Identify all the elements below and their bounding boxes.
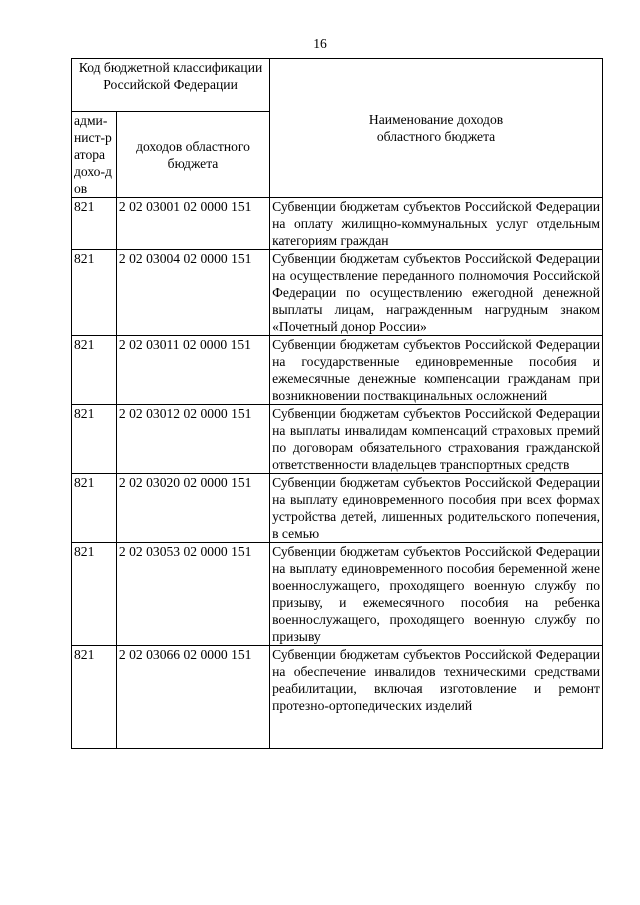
admin-code-cell: 821 [72, 250, 117, 336]
income-name-cell: Субвенции бюджетам субъектов Российской Федерации на оплату жилищно-коммунальных услуг отдельным категориям граждан [270, 198, 603, 250]
budget-code-cell: 2 02 03004 02 0000 151 [116, 250, 269, 336]
name-column-header [270, 59, 603, 198]
income-name-cell: Субвенции бюджетам субъектов Российской Федерации на осуществление переданного полномочия Российской Федерации по осуществлению ежегодной денежной выплаты лицам, награжденным нагрудным знаком «Почетный донор России» [270, 250, 603, 336]
admin-code-cell: 821 [72, 543, 117, 646]
income-name-cell: Субвенции бюджетам субъектов Российской Федерации на выплату единовременного пособия беременной жене военнослужащего, проходящего военную службу по призыву, и ежемесячного пособия на ребенка военнослужащего, проходящего военную службу по призыву [270, 543, 603, 646]
table-row [72, 198, 603, 250]
income-name-cell: Субвенции бюджетам субъектов Российской Федерации на обеспечение инвалидов техническими средствами реабилитации, включая изготовление и ремонт протезно-ортопедических изделий [270, 646, 603, 749]
page-number: 16 [313, 36, 327, 51]
budget-code-cell: 2 02 03011 02 0000 151 [116, 336, 269, 405]
income-column-header [116, 112, 269, 198]
table-header-row [72, 59, 603, 112]
admin-code-cell: 821 [72, 405, 117, 474]
income-name-cell: Субвенции бюджетам субъектов Российской Федерации на выплаты инвалидам компенсаций страховых премий по договорам обязательного страхования гражданской ответственности владельцев транспортных средств [270, 405, 603, 474]
income-name-cell: Субвенции бюджетам субъектов Российской Федерации на выплату единовременного пособия при всех формах устройства детей, лишенных родительского попечения, в семью [270, 474, 603, 543]
table-row [72, 646, 603, 749]
budget-code-cell: 2 02 03020 02 0000 151 [116, 474, 269, 543]
income-column-header-text: доходов областного бюджета [136, 138, 250, 171]
admin-code-cell: 821 [72, 474, 117, 543]
administrator-column-header: адми-нист-ратора дохо-дов [72, 112, 117, 198]
table-row [72, 474, 603, 543]
admin-code-cell: 821 [72, 336, 117, 405]
table-row [72, 543, 603, 646]
budget-code-cell: 2 02 03066 02 0000 151 [116, 646, 269, 749]
budget-code-cell: 2 02 03001 02 0000 151 [116, 198, 269, 250]
table-row [72, 250, 603, 336]
budget-code-header: Код бюджетной классификации Российской Федерации [72, 59, 270, 112]
table-row [72, 336, 603, 405]
budget-code-cell: 2 02 03053 02 0000 151 [116, 543, 269, 646]
budget-classification-table [71, 58, 603, 749]
admin-code-cell: 821 [72, 646, 117, 749]
income-name-cell: Субвенции бюджетам субъектов Российской Федерации на государственные единовременные пособия и ежемесячные денежные компенсации гражданам при возникновении поствакцинальных осложнений [270, 336, 603, 405]
name-column-header-text: Наименование доходов областного бюджета [368, 112, 504, 144]
admin-code-cell: 821 [72, 198, 117, 250]
budget-code-cell: 2 02 03012 02 0000 151 [116, 405, 269, 474]
table-row [72, 405, 603, 474]
